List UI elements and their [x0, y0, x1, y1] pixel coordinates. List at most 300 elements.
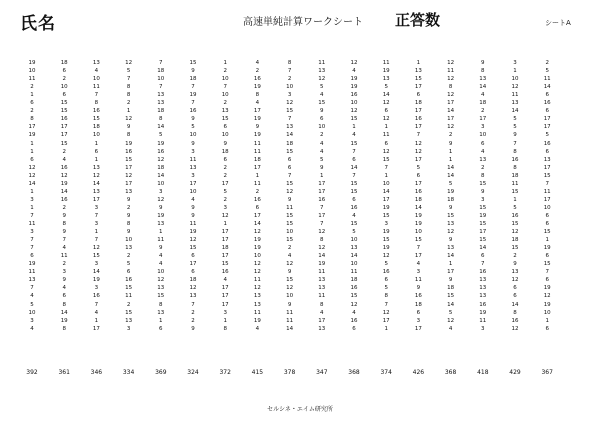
grid-number: 12: [125, 60, 133, 66]
grid-number: 13: [157, 221, 165, 227]
grid-number: 12: [382, 253, 390, 260]
grid-number: 9: [62, 212, 66, 219]
grid-number: 10: [350, 261, 358, 268]
grid-number: 13: [479, 277, 487, 284]
grid-number: 7: [481, 261, 485, 268]
grid-number: 3: [481, 325, 485, 332]
grid-number: 3: [30, 317, 34, 324]
grid-number: 6: [62, 92, 66, 99]
grid-number: 1: [126, 108, 131, 115]
grid-number: 9: [159, 245, 163, 252]
grid-number: 17: [125, 164, 133, 171]
grid-number: 1: [448, 156, 453, 163]
grid-number: 8: [513, 164, 517, 171]
grid-number: 18: [92, 124, 100, 131]
grid-number: 9: [191, 325, 195, 332]
grid-number: 12: [350, 301, 358, 308]
grid-number: 12: [286, 188, 294, 195]
column-total: 429: [509, 369, 521, 376]
grid-number: 18: [253, 156, 261, 163]
grid-number: 18: [447, 285, 455, 292]
grid-number: 2: [320, 132, 324, 139]
grid-number: 10: [286, 84, 294, 91]
grid-number: 7: [159, 60, 163, 66]
grid-number: 14: [447, 108, 455, 115]
grid-number: 6: [320, 116, 324, 123]
grid-number: 12: [157, 196, 165, 203]
grid-number: 17: [414, 84, 422, 91]
grid-number: 2: [191, 309, 195, 316]
grid-number: 5: [384, 261, 388, 268]
grid-number: 14: [253, 221, 261, 227]
grid-number: 17: [382, 317, 390, 324]
grid-number: 16: [125, 277, 133, 284]
grid-number: 2: [223, 172, 227, 179]
grid-number: 4: [416, 261, 421, 268]
grid-number: 17: [447, 269, 455, 276]
grid-number: 6: [481, 253, 485, 260]
grid-number: 16: [350, 285, 358, 292]
grid-number: 3: [94, 204, 99, 211]
grid-number: 19: [60, 180, 68, 187]
grid-number: 9: [191, 68, 195, 75]
grid-number: 13: [447, 245, 455, 252]
grid-number: 6: [94, 148, 99, 155]
grid-number: 16: [92, 108, 100, 115]
grid-number: 16: [350, 92, 358, 99]
grid-number: 18: [511, 237, 519, 244]
grid-number: 15: [286, 148, 294, 155]
grid-number: 17: [479, 116, 487, 123]
grid-number: 18: [447, 196, 455, 203]
grid-number: 19: [350, 76, 358, 83]
grid-number: 10: [511, 76, 519, 83]
grid-number: 7: [287, 172, 292, 179]
grid-number: 5: [448, 180, 453, 187]
grid-number: 14: [60, 309, 68, 316]
grid-number: 12: [60, 172, 68, 179]
grid-number: 9: [320, 108, 324, 115]
grid-number: 1: [94, 140, 99, 147]
grid-number: 17: [414, 124, 422, 131]
grid-number: 6: [191, 269, 195, 276]
grid-number: 11: [60, 253, 68, 260]
grid-number: 2: [481, 108, 485, 115]
grid-number: 19: [543, 245, 551, 252]
grid-number: 15: [189, 60, 197, 66]
grid-number: 11: [28, 221, 36, 227]
grid-number: 15: [479, 180, 487, 187]
grid-number: 16: [157, 148, 165, 155]
grid-number: 8: [159, 116, 163, 123]
grid-number: 4: [223, 277, 227, 284]
grid-number: 15: [414, 237, 422, 244]
grid-number: 10: [28, 309, 36, 316]
grid-number: 5: [126, 68, 131, 75]
grid-number: 1: [30, 140, 34, 147]
grid-number: 15: [350, 116, 358, 123]
grid-number: 5: [320, 156, 324, 163]
grid-number: 4: [320, 309, 324, 316]
grid-number: 13: [414, 68, 422, 75]
grid-number: 11: [286, 317, 294, 324]
grid-number: 2: [30, 108, 34, 115]
grid-number: 10: [318, 124, 326, 131]
grid-number: 14: [447, 301, 455, 308]
grid-number: 12: [28, 172, 36, 179]
grid-number: 1: [30, 188, 34, 195]
grid-number: 11: [28, 269, 36, 276]
grid-number: 15: [479, 221, 487, 227]
grid-number: 6: [545, 253, 549, 260]
grid-number: 15: [60, 100, 68, 107]
grid-number: 14: [447, 172, 455, 179]
grid-number: 5: [30, 301, 34, 308]
grid-number: 1: [159, 317, 163, 324]
grid-number: 9: [126, 229, 131, 236]
grid-number: 17: [60, 124, 68, 131]
grid-number: 12: [125, 172, 133, 179]
grid-number: 1: [159, 229, 163, 236]
grid-number: 14: [350, 253, 358, 260]
grid-number: 4: [287, 253, 292, 260]
grid-number: 17: [92, 196, 100, 203]
grid-number: 13: [382, 76, 390, 83]
grid-number: 2: [513, 253, 517, 260]
grid-number: 19: [92, 277, 100, 284]
grid-number: 14: [318, 253, 326, 260]
grid-number: 10: [221, 76, 229, 83]
grid-number: 4: [352, 309, 356, 316]
grid-number: 15: [125, 156, 133, 163]
grid-number: 15: [543, 172, 551, 179]
grid-number: 13: [318, 325, 326, 332]
grid-number: 12: [92, 245, 100, 252]
grid-number: 14: [414, 204, 422, 211]
grid-number: 16: [125, 148, 133, 155]
grid-number: 17: [318, 180, 326, 187]
grid-number: 16: [350, 204, 358, 211]
grid-number: 6: [384, 277, 388, 284]
column-total: 418: [477, 369, 489, 376]
grid-number: 1: [223, 60, 227, 66]
column-total: 367: [541, 369, 553, 376]
grid-number: 1: [320, 172, 324, 179]
grid-number: 7: [320, 221, 324, 227]
grid-number: 19: [157, 140, 165, 147]
grid-number: 9: [448, 204, 453, 211]
grid-number: 19: [125, 140, 133, 147]
grid-number: 5: [545, 132, 549, 139]
grid-number: 7: [94, 212, 99, 219]
grid-number: 8: [448, 84, 453, 91]
grid-number: 19: [253, 84, 261, 91]
grid-number: 18: [221, 148, 229, 155]
grid-number: 18: [414, 196, 422, 203]
grid-number: 15: [189, 245, 197, 252]
grid-number: 6: [255, 204, 260, 211]
grid-number: 5: [513, 124, 517, 131]
grid-number: 13: [479, 76, 487, 83]
grid-number: 14: [447, 253, 455, 260]
grid-number: 8: [62, 301, 66, 308]
grid-number: 8: [320, 301, 324, 308]
grid-number: 2: [287, 245, 292, 252]
grid-number: 18: [157, 68, 165, 75]
grid-number: 5: [223, 188, 227, 195]
grid-number: 11: [157, 237, 165, 244]
grid-number: 14: [479, 245, 487, 252]
grid-number: 16: [414, 293, 422, 300]
grid-number: 12: [92, 172, 100, 179]
grid-number: 10: [92, 76, 100, 83]
grid-number: 4: [94, 68, 99, 75]
column-total: 369: [155, 369, 167, 376]
grid-number: 19: [28, 132, 36, 139]
grid-number: 6: [481, 140, 485, 147]
grid-number: 9: [287, 196, 292, 203]
grid-number: 7: [94, 237, 99, 244]
grid-number: 19: [28, 60, 36, 66]
grid-number: 2: [62, 76, 66, 83]
grid-number: 14: [382, 188, 390, 195]
grid-number: 10: [479, 132, 487, 139]
grid-number: 9: [448, 277, 453, 284]
grid-number: 17: [221, 180, 229, 187]
grid-number: 2: [223, 196, 227, 203]
grid-number: 9: [191, 212, 195, 219]
grid-number: 15: [318, 100, 326, 107]
column-total: 347: [316, 369, 328, 376]
grid-number: 5: [448, 309, 453, 316]
grid-number: 8: [384, 293, 388, 300]
grid-number: 6: [62, 68, 66, 75]
grid-number: 12: [253, 285, 261, 292]
grid-number: 18: [414, 301, 422, 308]
grid-number: 6: [352, 325, 356, 332]
grid-number: 7: [126, 76, 131, 83]
grid-number: 4: [30, 325, 34, 332]
grid-number: 18: [479, 100, 487, 107]
grid-number: 17: [253, 212, 261, 219]
grid-number: 14: [382, 92, 390, 99]
grid-number: 17: [221, 237, 229, 244]
grid-number: 9: [448, 237, 453, 244]
grid-number: 19: [447, 188, 455, 195]
grid-number: 14: [286, 132, 294, 139]
grid-number: 7: [416, 132, 421, 139]
grid-number: 13: [511, 100, 519, 107]
column-total: 334: [122, 369, 135, 376]
grid-number: 16: [414, 116, 422, 123]
grid-number: 6: [30, 156, 34, 163]
grid-number: 12: [189, 285, 197, 292]
grid-number: 7: [159, 84, 163, 91]
footer-credit: セルシネ・エイム研究所: [267, 406, 333, 413]
grid-number: 13: [253, 301, 261, 308]
grid-number: 19: [350, 84, 358, 91]
grid-number: 10: [157, 269, 165, 276]
grid-number: 16: [511, 317, 519, 324]
grid-number: 14: [28, 180, 36, 187]
grid-number: 16: [543, 100, 551, 107]
grid-number: 4: [320, 148, 324, 155]
grid-number: 8: [30, 116, 34, 123]
grid-number: 12: [414, 148, 422, 155]
grid-number: 15: [125, 285, 133, 292]
grid-number: 9: [287, 301, 292, 308]
grid-number: 17: [543, 196, 551, 203]
grid-number: 4: [352, 68, 356, 75]
grid-number: 14: [350, 164, 358, 171]
grid-number: 7: [94, 92, 99, 99]
grid-number: 3: [481, 196, 485, 203]
grid-number: 7: [191, 100, 195, 107]
grid-number: 2: [62, 204, 66, 211]
grid-number: 16: [60, 116, 68, 123]
grid-number: 1: [545, 317, 549, 324]
grid-number: 10: [350, 237, 358, 244]
grid-number: 11: [253, 148, 261, 155]
grid-number: 17: [125, 180, 133, 187]
grid-number: 7: [384, 301, 388, 308]
grid-number: 3: [191, 148, 195, 155]
grid-number: 9: [320, 164, 324, 171]
grid-number: 12: [511, 277, 519, 284]
grid-number: 13: [221, 108, 229, 115]
grid-number: 6: [384, 140, 388, 147]
grid-number: 12: [511, 84, 519, 91]
grid-number: 1: [255, 172, 260, 179]
grid-number: 9: [191, 204, 195, 211]
grid-number: 1: [545, 237, 549, 244]
grid-number: 8: [481, 172, 485, 179]
column-total: 372: [219, 369, 231, 376]
grid-number: 18: [221, 245, 229, 252]
grid-number: 12: [414, 140, 422, 147]
grid-number: 9: [126, 196, 131, 203]
grid-number: 1: [448, 148, 453, 155]
grid-number: 17: [543, 124, 551, 131]
grid-number: 11: [382, 132, 390, 139]
grid-number: 13: [318, 277, 326, 284]
grid-number: 4: [191, 196, 195, 203]
grid-number: 11: [253, 309, 261, 316]
grid-number: 19: [189, 229, 197, 236]
grid-number: 19: [253, 317, 261, 324]
grid-number: 9: [62, 277, 66, 284]
grid-number: 11: [253, 140, 261, 147]
grid-number: 18: [189, 76, 197, 83]
grid-number: 13: [157, 309, 165, 316]
sheet-title: 高速単純計算ワークシート: [243, 17, 363, 28]
grid-number: 7: [287, 68, 292, 75]
grid-number: 15: [157, 293, 165, 300]
grid-number: 13: [479, 156, 487, 163]
grid-number: 12: [221, 212, 229, 219]
grid-number: 15: [286, 212, 294, 219]
grid-number: 7: [62, 237, 66, 244]
grid-number: 15: [447, 293, 455, 300]
grid-number: 19: [479, 309, 487, 316]
grid-number: 8: [223, 325, 227, 332]
grid-number: 8: [126, 84, 131, 91]
grid-number: 7: [30, 212, 34, 219]
grid-number: 5: [352, 229, 356, 236]
grid-number: 19: [28, 261, 36, 268]
grid-number: 15: [479, 204, 487, 211]
grid-number: 6: [545, 221, 549, 227]
grid-number: 14: [60, 188, 68, 195]
grid-number: 7: [545, 180, 549, 187]
grid-number: 3: [30, 196, 34, 203]
grid-number: 17: [543, 164, 551, 171]
grid-number: 13: [157, 100, 165, 107]
column-total: 415: [251, 369, 264, 376]
grid-number: 13: [447, 221, 455, 227]
grid-number: 11: [447, 68, 455, 75]
grid-number: 12: [28, 164, 36, 171]
grid-number: 14: [157, 124, 165, 131]
grid-number: 15: [543, 229, 551, 236]
grid-number: 12: [157, 277, 165, 284]
grid-number: 5: [384, 84, 388, 91]
grid-number: 19: [479, 212, 487, 219]
grid-number: 5: [320, 84, 324, 91]
grid-number: 17: [189, 261, 197, 268]
grid-number: 15: [350, 180, 358, 187]
grid-number: 7: [352, 148, 356, 155]
grid-number: 10: [543, 204, 551, 211]
grid-number: 9: [62, 229, 66, 236]
grid-number: 7: [191, 84, 195, 91]
grid-number: 9: [126, 212, 131, 219]
column-total: 378: [283, 369, 296, 376]
grid-number: 16: [543, 140, 551, 147]
grid-number: 17: [447, 100, 455, 107]
grid-number: 1: [384, 325, 388, 332]
grid-number: 2: [62, 261, 66, 268]
grid-number: 11: [543, 76, 551, 83]
grid-number: 10: [157, 180, 165, 187]
grid-number: 17: [318, 212, 326, 219]
grid-number: 12: [382, 309, 390, 316]
grid-number: 10: [221, 92, 229, 99]
grid-number: 15: [60, 140, 68, 147]
grid-number: 11: [414, 277, 422, 284]
grid-number: 2: [448, 132, 453, 139]
grid-number: 6: [352, 196, 356, 203]
grid-number: 16: [253, 76, 261, 83]
grid-number: 8: [481, 68, 485, 75]
grid-number: 11: [511, 92, 519, 99]
grid-number: 12: [253, 261, 261, 268]
grid-number: 19: [189, 92, 197, 99]
grid-number: 18: [157, 108, 165, 115]
grid-number: 12: [511, 325, 519, 332]
grid-number: 19: [253, 237, 261, 244]
grid-number: 13: [318, 68, 326, 75]
grid-number: 4: [159, 253, 163, 260]
grid-number: 17: [253, 164, 261, 171]
grid-number: 5: [159, 132, 163, 139]
grid-number: 9: [126, 124, 131, 131]
grid-number: 3: [287, 92, 292, 99]
grid-number: 15: [382, 212, 390, 219]
grid-number: 5: [126, 261, 131, 268]
grid-number: 5: [545, 68, 549, 75]
grid-number: 17: [414, 253, 422, 260]
